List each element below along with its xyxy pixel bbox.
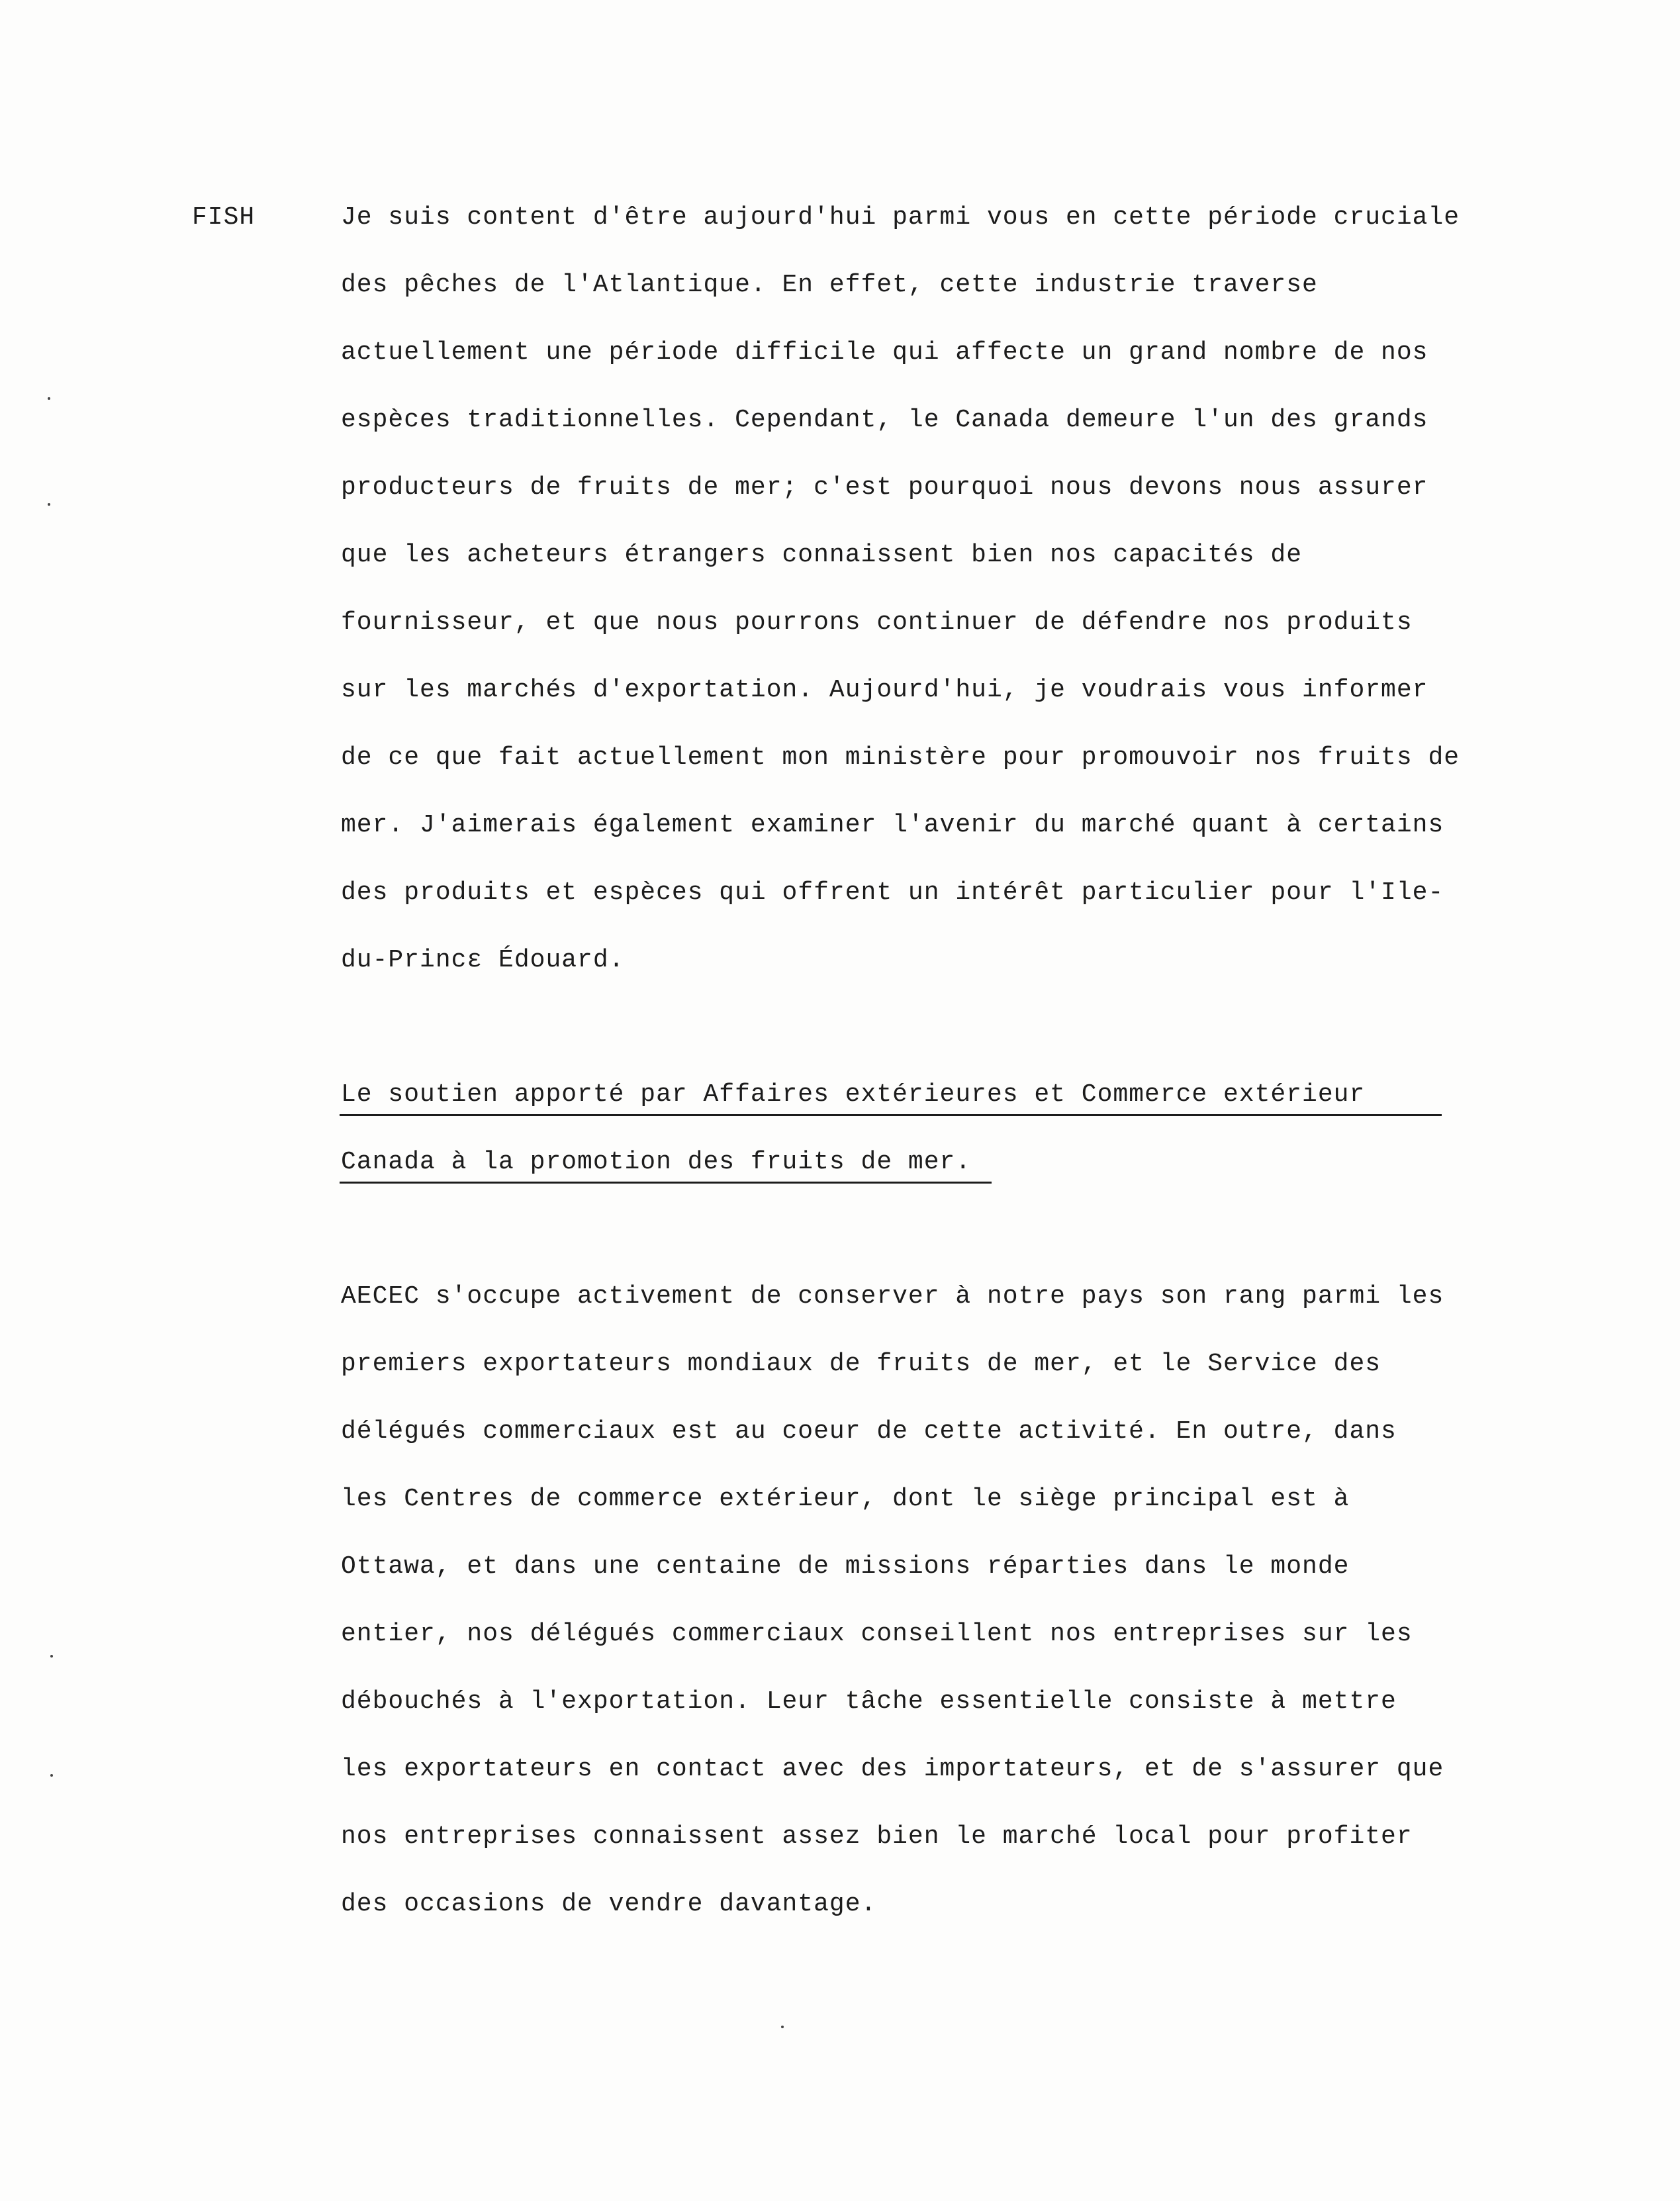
scan-speck: [50, 1655, 53, 1658]
scan-speck: [50, 1774, 53, 1777]
margin-label: FISH: [192, 203, 256, 232]
heading-underline: [340, 1114, 1442, 1116]
text-line: mer. J'aimerais également examiner l'avenir du marché quant à certains: [341, 811, 1444, 839]
heading-underline: [340, 1182, 992, 1184]
text-line: débouchés à l'exportation. Leur tâche essentielle consiste à mettre: [341, 1687, 1397, 1716]
scan-speck: [48, 397, 50, 400]
text-line: des pêches de l'Atlantique. En effet, cette industrie traverse: [341, 271, 1318, 299]
heading-line: Canada à la promotion des fruits de mer.: [341, 1148, 972, 1176]
text-line: premiers exportateurs mondiaux de fruits de mer, et le Service des: [341, 1350, 1381, 1378]
text-line: des occasions de vendre davantage.: [341, 1890, 877, 1918]
text-line: délégués commerciaux est au coeur de cette activité. En outre, dans: [341, 1417, 1397, 1446]
text-line: les Centres de commerce extérieur, dont le siège principal est à: [341, 1485, 1350, 1513]
text-line: Ottawa, et dans une centaine de missions réparties dans le monde: [341, 1552, 1350, 1581]
scan-speck: [781, 2026, 784, 2028]
text-line: que les acheteurs étrangers connaissent bien nos capacités de: [341, 541, 1303, 569]
text-line: sur les marchés d'exportation. Aujourd'hui, je voudrais vous informer: [341, 676, 1428, 704]
text-line: Je suis content d'être aujourd'hui parmi vous en cette période cruciale: [341, 203, 1460, 232]
text-line: de ce que fait actuellement mon ministère pour promouvoir nos fruits de: [341, 743, 1460, 772]
text-line: fournisseur, et que nous pourrons continuer de défendre nos produits: [341, 608, 1413, 637]
text-line: actuellement une période difficile qui affecte un grand nombre de nos: [341, 338, 1428, 367]
text-line: les exportateurs en contact avec des importateurs, et de s'assurer que: [341, 1755, 1444, 1783]
text-line: AECEC s'occupe activement de conserver à notre pays son rang parmi les: [341, 1282, 1444, 1311]
text-line: entier, nos délégués commerciaux conseillent nos entreprises sur les: [341, 1620, 1413, 1648]
text-line: du-Princε Édouard.: [341, 946, 625, 974]
text-line: espèces traditionnelles. Cependant, le Canada demeure l'un des grands: [341, 406, 1428, 434]
text-line: nos entreprises connaissent assez bien le marché local pour profiter: [341, 1822, 1413, 1851]
heading-line: Le soutien apporté par Affaires extérieures et Commerce extérieur: [341, 1080, 1366, 1109]
scan-speck: [48, 503, 50, 506]
text-line: producteurs de fruits de mer; c'est pourquoi nous devons nous assurer: [341, 473, 1428, 502]
text-line: des produits et espèces qui offrent un intérêt particulier pour l'Ile-: [341, 878, 1444, 907]
